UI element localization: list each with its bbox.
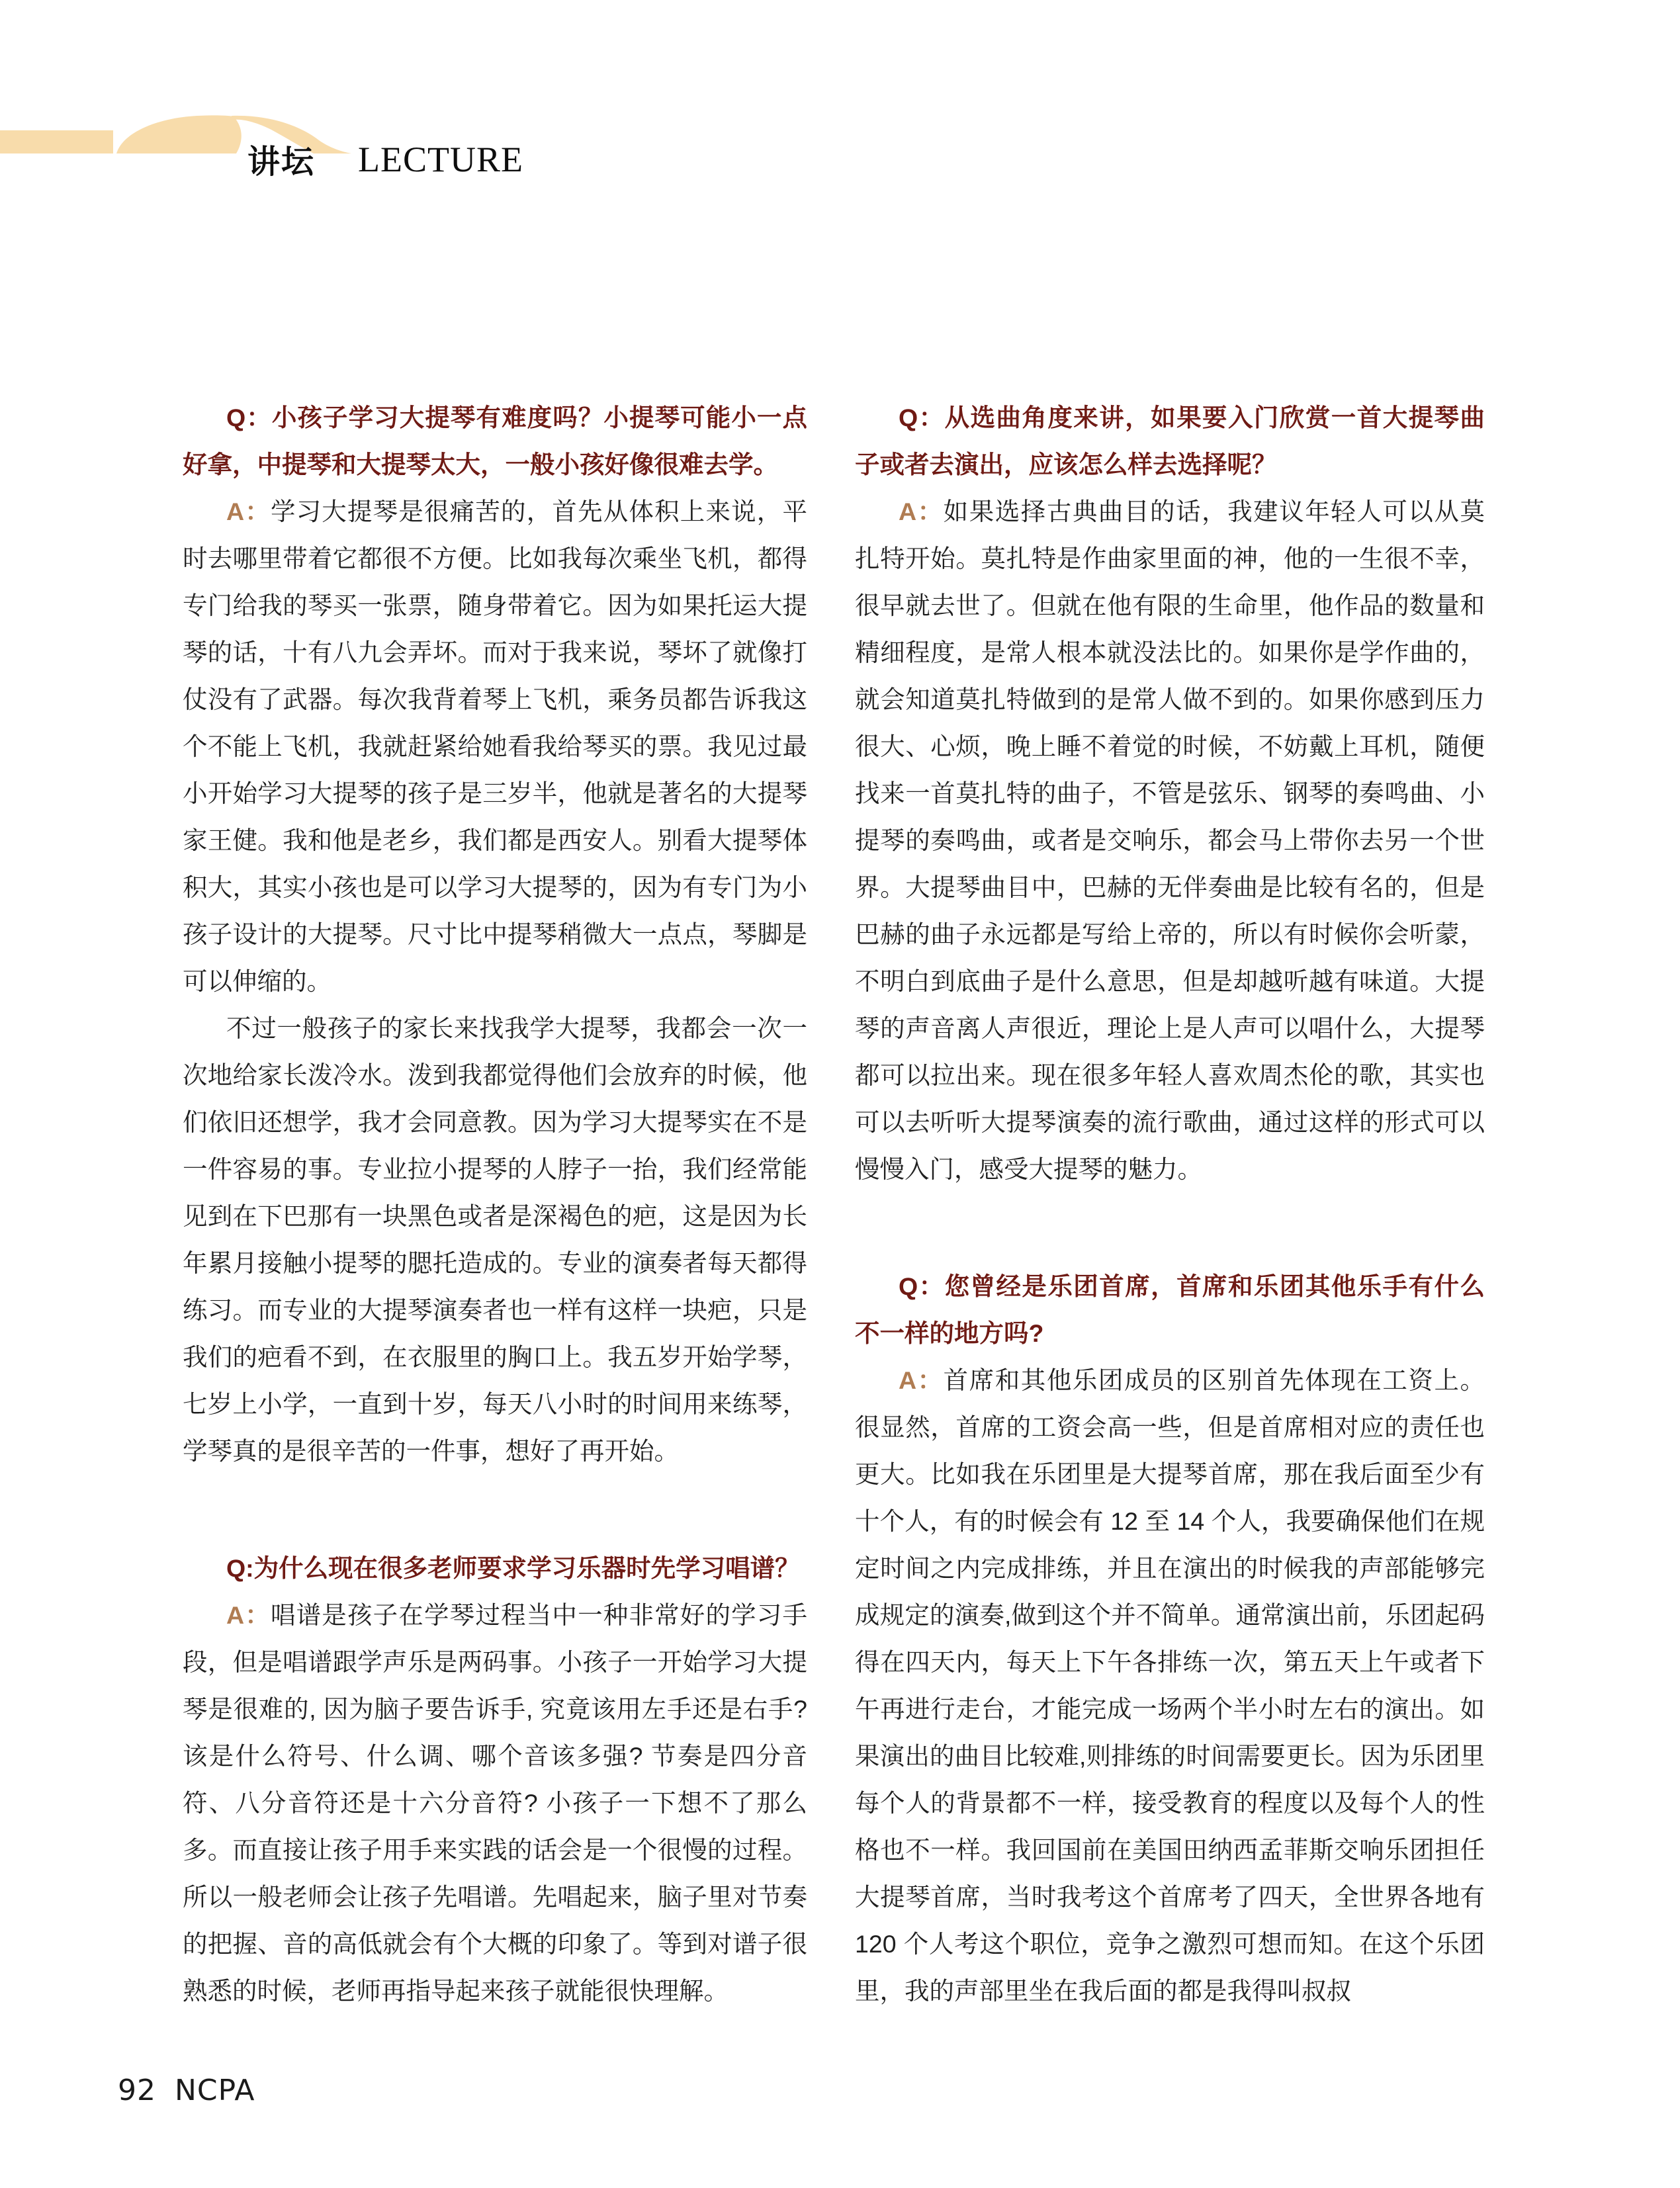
answer-label: A： (899, 1366, 944, 1394)
section-title-cn: 讲坛 (247, 144, 316, 180)
question-label: Q： (899, 404, 945, 431)
answer-label: A： (226, 498, 271, 525)
answer-paragraph: A：学习大提琴是很痛苦的，首先从体积上来说，平时去哪里带着它都很不方便。比如我每次乘坐飞机，都得专门给我的琴买一张票，随身带着它。因为如果托运大提琴的话，十有八九会弄坏。而对于我来说，琴坏了就像打仗没有了武器。每次我背着琴上飞机，乘务员都告诉我这个不能上飞机，我就赶紧给她看我给琴买的票。我见过最小开始学习大提琴的孩子是三岁半，他就是著名的大提琴家王健。我和他是老乡，我们都是西安人。别看大提琴体积大，其实小孩也是可以学习大提琴的，因为有专门为小孩子设计的大提琴。尺寸比中提琴稍微大一点点，琴脚是可以伸缩的。 (183, 498, 807, 995)
question-heading: Q：从选曲角度来讲，如果要入门欣赏一首大提琴曲子或者去演出，应该怎么样去选择呢？ (855, 404, 1485, 478)
question-heading: Q：小孩子学习大提琴有难度吗？小提琴可能小一点好拿，中提琴和大提琴太大，一般小孩好像很难去学。 (183, 404, 808, 478)
question-heading: Q:为什么现在很多老师要求学习乐器时先学习唱谱？ (226, 1554, 800, 1582)
section-title-en: LECTURE (358, 140, 523, 179)
question-heading: Q：您曾经是乐团首席，首席和乐团其他乐手有什么不一样的地方吗? (855, 1272, 1485, 1347)
answer-label: A： (899, 498, 944, 525)
header-dome-shape (116, 115, 242, 153)
answer-paragraph: A：首席和其他乐团成员的区别首先体现在工资上。很显然，首席的工资会高一些，但是首席相对应的责任也更大。比如我在乐团里是大提琴首席，那在我后面至少有十个人，有的时候会有 12 至 14 个人，我要确保他们在规定时间之内完成排练，并且在演出的时候我的声部能够完成规定的演奏,做到这个并不简单。通常演出前，乐团起码得在四天内，每天上下午各排练一次，第五天上午或者下午再进行走台，才能完成一场两个半小时左右的演出。如果演出的曲目比较难,则排练的时间需要更长。因为乐团里每个人的背景都不一样，接受教育的程度以及每个人的性格也不一样。我回国前在美国田纳西孟菲斯交响乐团担任大提琴首席，当时我考这个首席考了四天，全世界各地有 120 个人考这个职位，竞争之激烈可想而知。在这个乐团里，我的声部里坐在我后面的都是我得叫叔叔 (855, 1366, 1485, 2005)
header-swoosh-graphic (0, 0, 397, 198)
answer-paragraph: A：如果选择古典曲目的话，我建议年轻人可以从莫扎特开始。莫扎特是作曲家里面的神，他的一生很不幸，很早就去世了。但就在他有限的生命里，他作品的数量和精细程度，是常人根本就没法比的。如果你是学作曲的，就会知道莫扎特做到的是常人做不到的。如果你感到压力很大、心烦，晚上睡不着觉的时候，不妨戴上耳机，随便找来一首莫扎特的曲子，不管是弦乐、钢琴的奏鸣曲、小提琴的奏鸣曲，或者是交响乐，都会马上带你去另一个世界。大提琴曲目中，巴赫的无伴奏曲是比较有名的，但是巴赫的曲子永远都是写给上帝的，所以有时候你会听蒙，不明白到底曲子是什么意思，但是却越听越有味道。大提琴的声音离人声很近，理论上是人声可以唱什么，大提琴都可以拉出来。现在很多年轻人喜欢周杰伦的歌，其实也可以去听听大提琴演奏的流行歌曲，通过这样的形式可以慢慢入门，感受大提琴的魅力。 (855, 498, 1485, 1183)
question-label: Q: (226, 1554, 254, 1582)
column-right (855, 394, 1485, 2015)
answer-label: A： (226, 1601, 271, 1629)
question-label: Q： (226, 404, 272, 431)
answer-paragraph: 不过一般孩子的家长来找我学大提琴，我都会一次一次地给家长泼冷水。泼到我都觉得他们会放弃的时候，他们依旧还想学，我才会同意教。因为学习大提琴实在不是一件容易的事。专业拉小提琴的人脖子一抬，我们经常能见到在下巴那有一块黑色或者是深褐色的疤，这是因为长年累月接触小提琴的腮托造成的。专业的演奏者每天都得练习。而专业的大提琴演奏者也一样有这样一块疤，只是我们的疤看不到，在衣服里的胸口上。我五岁开始学琴，七岁上小学，一直到十岁，每天八小时的时间用来练琴，学琴真的是很辛苦的一件事，想好了再开始。 (183, 1014, 807, 1465)
question-label: Q： (899, 1272, 945, 1300)
brand-label: NCPA (175, 2074, 255, 2107)
page-footer (118, 2074, 255, 2107)
column-left (183, 394, 807, 2015)
answer-paragraph: A：唱谱是孩子在学琴过程当中一种非常好的学习手段，但是唱谱跟学声乐是两码事。小孩子一开始学习大提琴是很难的, 因为脑子要告诉手, 究竟该用左手还是右手? 该是什么符号、什么调、哪个音该多强? 节奏是四分音符、八分音符还是十六分音符? 小孩子一下想不了那么多。而直接让孩子用手来实践的话会是一个很慢的过程。所以一般老师会让孩子先唱谱。先唱起来，脑子里对节奏的把握、音的高低就会有个大概的印象了。等到对谱子很熟悉的时候，老师再指导起来孩子就能很快理解。 (183, 1601, 807, 2005)
page-number: 92 (118, 2074, 156, 2107)
header-bar-shape (0, 130, 113, 153)
